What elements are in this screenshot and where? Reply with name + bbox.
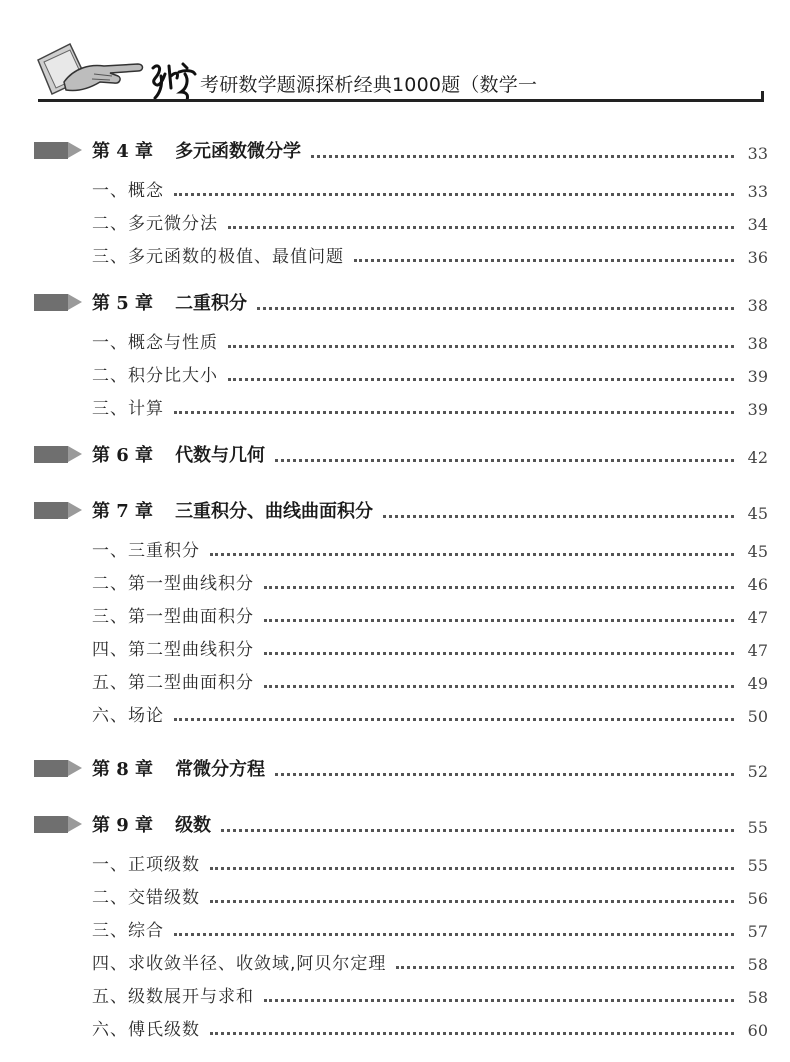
signature-logo bbox=[147, 58, 199, 102]
section-entry[interactable] bbox=[92, 241, 768, 267]
book-title: 考研数学题源探析经典1000题（数学一 bbox=[200, 74, 538, 96]
section-title: 三、综合 bbox=[92, 921, 164, 941]
page-number: 34 bbox=[747, 215, 768, 234]
chapter-number: 第 5 章 bbox=[92, 293, 154, 314]
section-title: 二、积分比大小 bbox=[92, 366, 218, 386]
dot-leader bbox=[174, 718, 734, 721]
page-number: 57 bbox=[747, 922, 768, 941]
page-number: 60 bbox=[747, 1021, 768, 1040]
section-title: 六、场论 bbox=[92, 706, 164, 726]
section-title: 一、概念 bbox=[92, 181, 164, 201]
page-header bbox=[0, 0, 790, 110]
chapter-title: 多元函数微分学 bbox=[175, 141, 302, 162]
section-entry[interactable] bbox=[92, 535, 768, 561]
dot-leader bbox=[228, 345, 734, 348]
dot-leader bbox=[174, 411, 734, 414]
page-number: 38 bbox=[747, 296, 768, 315]
dot-leader bbox=[275, 773, 734, 776]
page-number: 45 bbox=[747, 542, 768, 561]
dot-leader bbox=[264, 652, 734, 655]
section-title: 一、正项级数 bbox=[92, 855, 200, 875]
chapter-entry[interactable] bbox=[92, 289, 768, 315]
dot-leader bbox=[210, 553, 734, 556]
dot-leader bbox=[354, 259, 734, 262]
dot-leader bbox=[264, 999, 734, 1002]
dot-leader bbox=[221, 829, 734, 832]
section-entry[interactable] bbox=[92, 393, 768, 419]
dot-leader bbox=[383, 515, 734, 518]
page-number: 50 bbox=[747, 707, 768, 726]
page-number: 52 bbox=[747, 762, 768, 781]
section-entry[interactable] bbox=[92, 981, 768, 1007]
dot-leader bbox=[264, 685, 734, 688]
section-entry[interactable] bbox=[92, 327, 768, 353]
chapter-number: 第 7 章 bbox=[92, 501, 154, 522]
chapter-number: 第 6 章 bbox=[92, 445, 154, 466]
page-number: 38 bbox=[747, 334, 768, 353]
dot-leader bbox=[264, 586, 734, 589]
page-number: 55 bbox=[747, 856, 768, 875]
chapter-marker-icon bbox=[34, 816, 84, 833]
dot-leader bbox=[257, 307, 734, 310]
header-rule bbox=[38, 99, 764, 102]
section-entry[interactable] bbox=[92, 915, 768, 941]
dot-leader bbox=[210, 900, 734, 903]
chapter-title: 代数与几何 bbox=[175, 445, 266, 466]
chapter-title: 级数 bbox=[175, 815, 212, 836]
section-entry[interactable] bbox=[92, 175, 768, 201]
chapter-entry[interactable] bbox=[92, 441, 768, 467]
page-number: 46 bbox=[747, 575, 768, 594]
section-title: 一、概念与性质 bbox=[92, 333, 218, 353]
dot-leader bbox=[396, 966, 734, 969]
chapter-marker-icon bbox=[34, 142, 84, 159]
section-title: 二、第一型曲线积分 bbox=[92, 574, 254, 594]
section-title: 二、交错级数 bbox=[92, 888, 200, 908]
chapter-number: 第 8 章 bbox=[92, 759, 154, 780]
section-title: 四、第二型曲线积分 bbox=[92, 640, 254, 660]
page-number: 33 bbox=[747, 144, 768, 163]
page-number: 36 bbox=[747, 248, 768, 267]
page-number: 58 bbox=[747, 955, 768, 974]
chapter-title: 二重积分 bbox=[175, 293, 248, 314]
section-title: 五、级数展开与求和 bbox=[92, 987, 254, 1007]
chapter-marker-icon bbox=[34, 502, 84, 519]
section-title: 三、多元函数的极值、最值问题 bbox=[92, 247, 344, 267]
chapter-entry[interactable] bbox=[92, 497, 768, 523]
page-number: 58 bbox=[747, 988, 768, 1007]
dot-leader bbox=[264, 619, 734, 622]
page-number: 33 bbox=[747, 182, 768, 201]
page-number: 47 bbox=[747, 608, 768, 627]
section-title: 一、三重积分 bbox=[92, 541, 200, 561]
section-entry[interactable] bbox=[92, 1014, 768, 1040]
dot-leader bbox=[275, 459, 734, 462]
page-number: 55 bbox=[747, 818, 768, 837]
section-entry[interactable] bbox=[92, 634, 768, 660]
chapter-entry[interactable] bbox=[92, 137, 768, 163]
chapter-marker-icon bbox=[34, 446, 84, 463]
page-number: 49 bbox=[747, 674, 768, 693]
dot-leader bbox=[210, 1032, 734, 1035]
section-title: 三、计算 bbox=[92, 399, 164, 419]
dot-leader bbox=[228, 378, 734, 381]
dot-leader bbox=[228, 226, 734, 229]
section-title: 四、求收敛半径、收敛域,阿贝尔定理 bbox=[92, 954, 387, 974]
page-number: 45 bbox=[747, 504, 768, 523]
section-entry[interactable] bbox=[92, 948, 768, 974]
chapter-entry[interactable] bbox=[92, 811, 768, 837]
section-entry[interactable] bbox=[92, 849, 768, 875]
section-entry[interactable] bbox=[92, 360, 768, 386]
dot-leader bbox=[174, 193, 734, 196]
section-entry[interactable] bbox=[92, 208, 768, 234]
chapter-number: 第 4 章 bbox=[92, 141, 154, 162]
section-title: 二、多元微分法 bbox=[92, 214, 218, 234]
page-number: 47 bbox=[747, 641, 768, 660]
section-title: 五、第二型曲面积分 bbox=[92, 673, 254, 693]
pointing-hand-book-icon bbox=[34, 38, 146, 100]
chapter-marker-icon bbox=[34, 760, 84, 777]
section-entry[interactable] bbox=[92, 601, 768, 627]
chapter-title: 三重积分、曲线曲面积分 bbox=[175, 501, 374, 522]
section-entry[interactable] bbox=[92, 882, 768, 908]
page-number: 56 bbox=[747, 889, 768, 908]
section-title: 六、傅氏级数 bbox=[92, 1020, 200, 1040]
chapter-marker-icon bbox=[34, 294, 84, 311]
chapter-title: 常微分方程 bbox=[175, 759, 266, 780]
header-rule-end-tick bbox=[761, 91, 764, 102]
chapter-number: 第 9 章 bbox=[92, 815, 154, 836]
page-number: 39 bbox=[747, 400, 768, 419]
page-number: 39 bbox=[747, 367, 768, 386]
section-entry[interactable] bbox=[92, 667, 768, 693]
chapter-entry[interactable] bbox=[92, 755, 768, 781]
section-entry[interactable] bbox=[92, 700, 768, 726]
dot-leader bbox=[311, 155, 734, 158]
dot-leader bbox=[174, 933, 734, 936]
page-number: 42 bbox=[747, 448, 768, 467]
section-entry[interactable] bbox=[92, 568, 768, 594]
section-title: 三、第一型曲面积分 bbox=[92, 607, 254, 627]
dot-leader bbox=[210, 867, 734, 870]
